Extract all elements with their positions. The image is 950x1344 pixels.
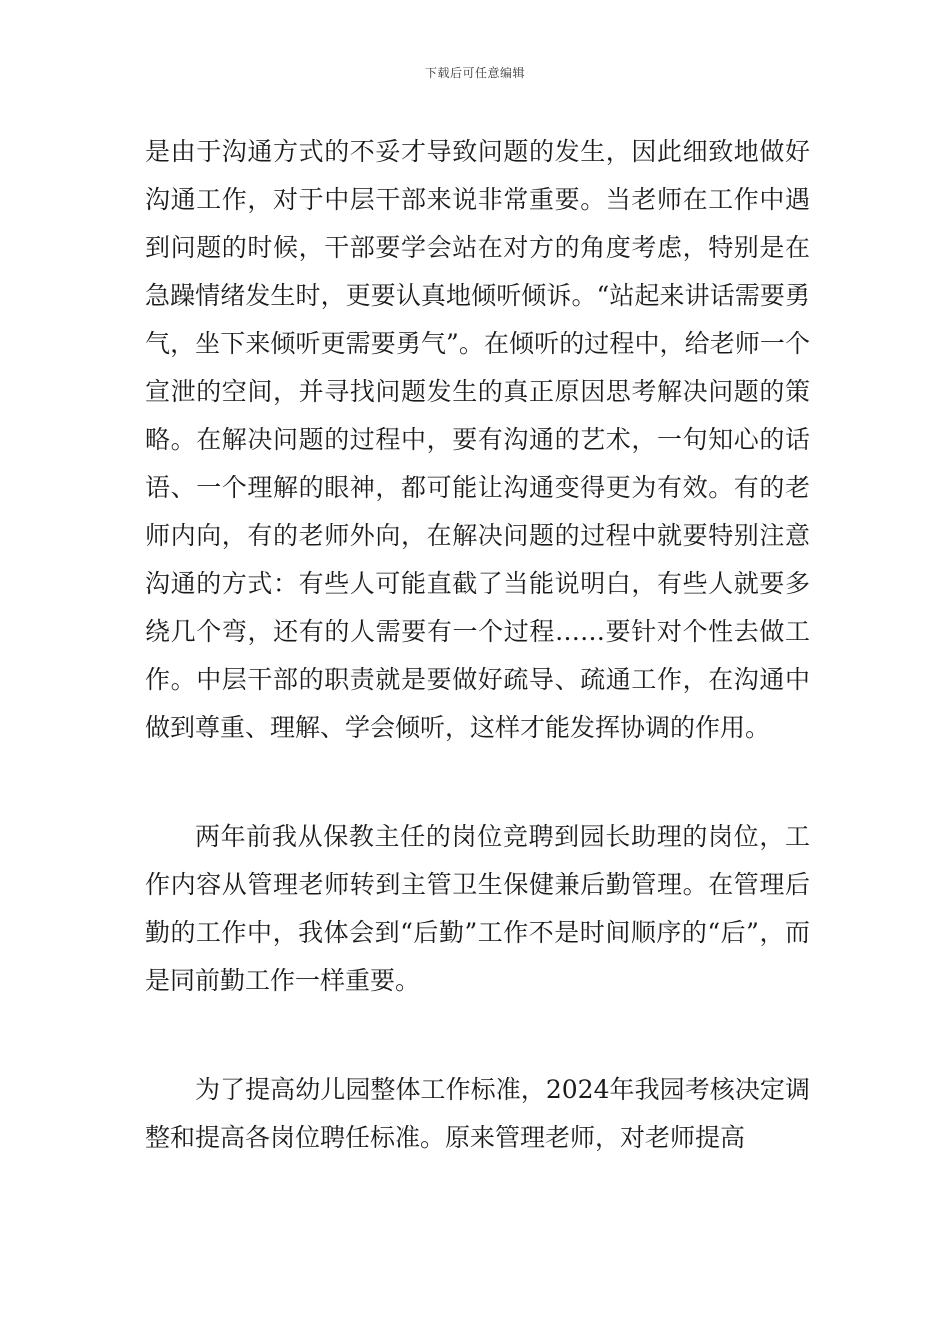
paragraph-standards: 为了提高幼儿园整体工作标准，2024年我园考核决定调整和提高各岗位聘任标准。原来管理老师，对老师提高 [145,1075,810,1152]
paragraph-gap [145,1005,810,1066]
paragraph-logistics: 两年前我从保教主任的岗位竞聘到园长助理的岗位，工作内容从管理老师转到主管卫生保健兼后勤管理。在管理后勤的工作中，我体会到“后勤”工作不是时间顺序的“后”，而是同前勤工作一样重要。 [145,822,810,995]
paragraph-communication: 是由于沟通方式的不妥才导致问题的发生，因此细致地做好沟通工作，对于中层干部来说非常重要。当老师在工作中遇到问题的时候，干部要学会站在对方的角度考虑，特别是在急躁情绪发生时，更要认真地倾听倾诉。“站起来讲话需要勇气，坐下来倾听更需要勇气”。在倾听的过程中，给老师一个宣泄的空间，并寻找问题发生的真正原因思考解决问题的策略。在解决问题的过程中，要有沟通的艺术，一句知心的话语、一个理解的眼神，都可能让沟通变得更为有效。有的老师内向，有的老师外向，在解决问题的过程中就要特别注意沟通的方式：有些人可能直截了当能说明白，有些人就要多绕几个弯，还有的人需要有一个过程……要针对个性去做工作。中层干部的职责就是要做好疏导、疏通工作，在沟通中做到尊重、理解、学会倾听，这样才能发挥协调的作用。 [145,137,810,742]
document-body [145,128,810,1162]
paragraph-gap [145,752,810,813]
page-header: 下载后可任意编辑 [424,66,525,80]
